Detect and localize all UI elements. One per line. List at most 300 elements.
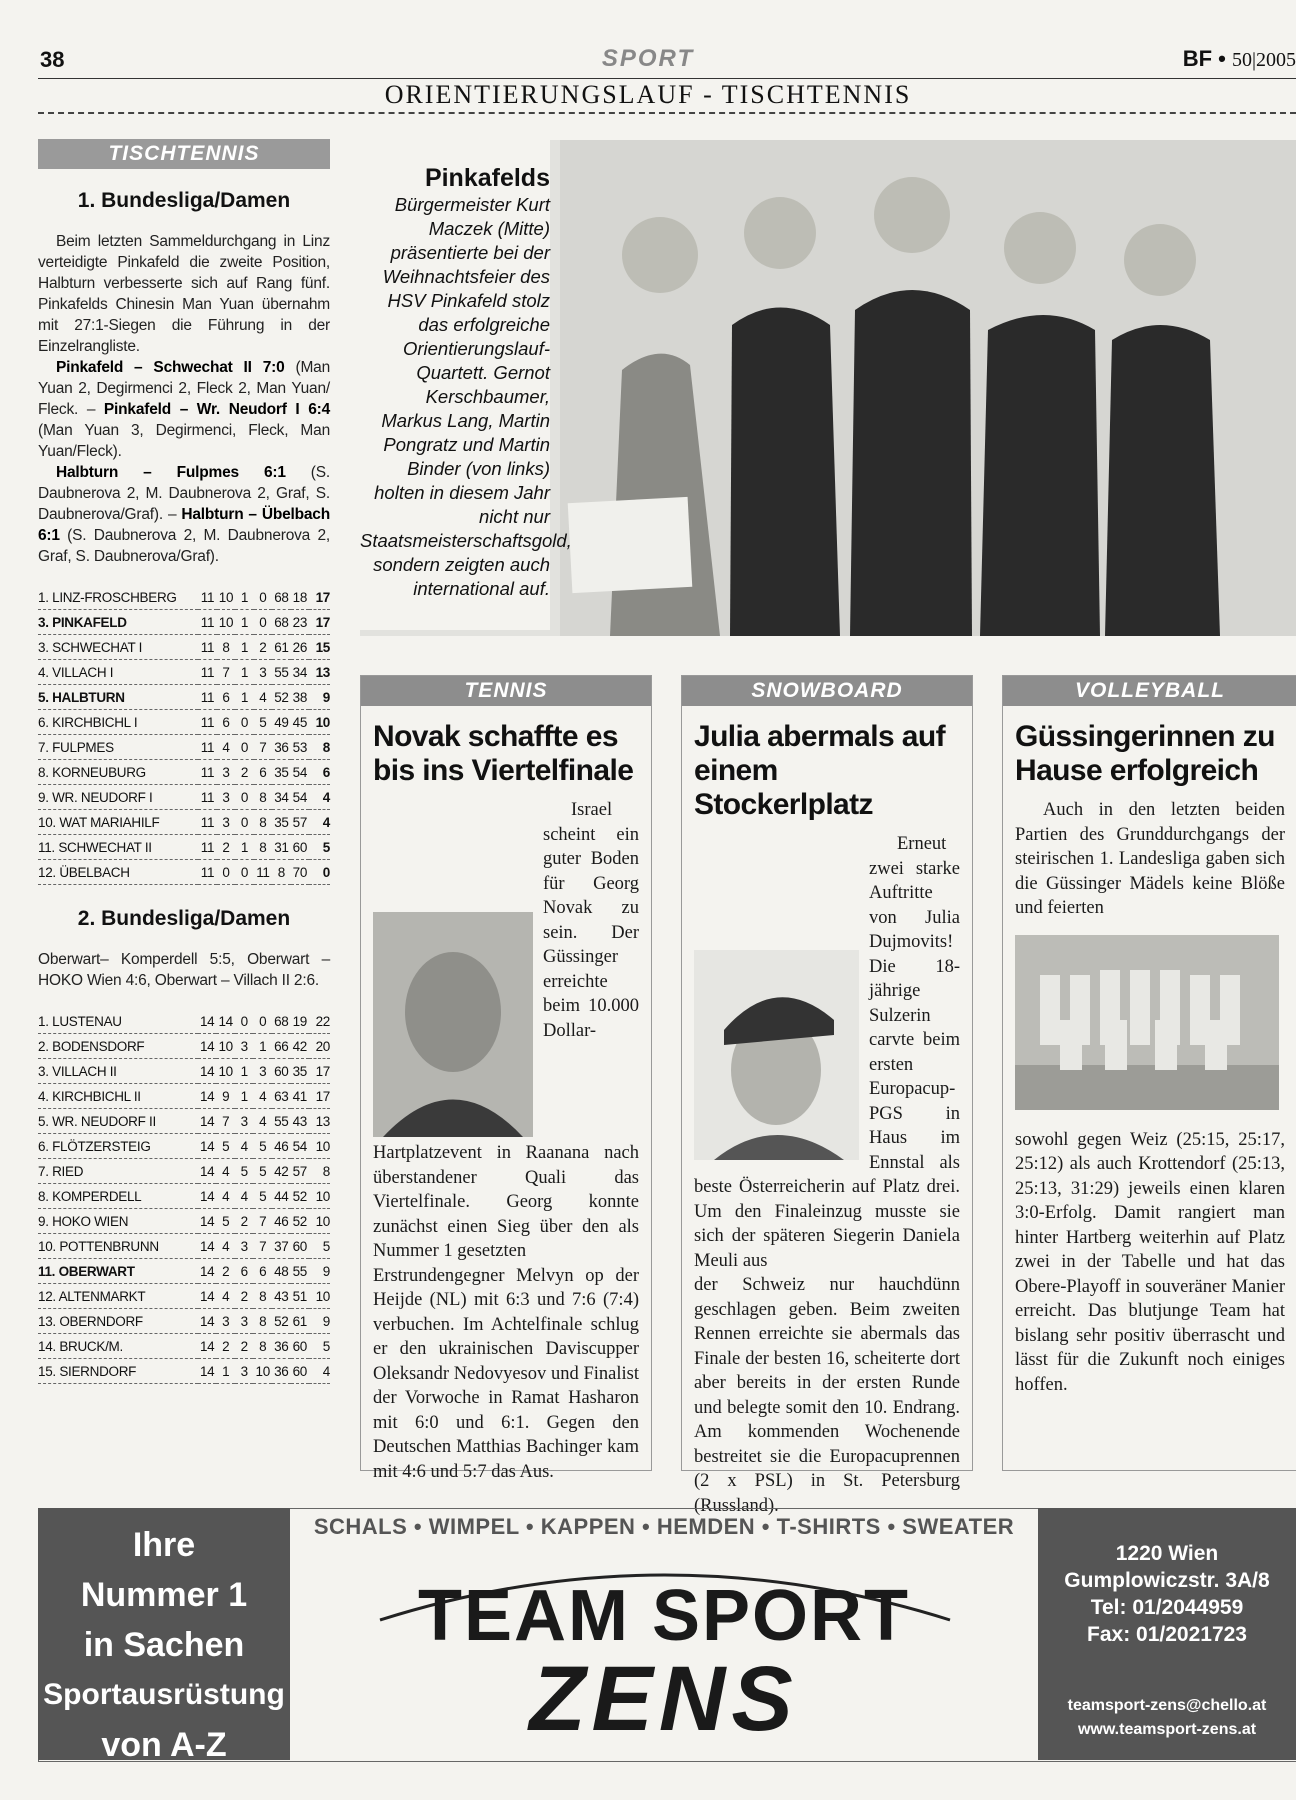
left-column: [38, 139, 330, 1384]
ad-logo: [290, 1545, 1038, 1755]
stat-cell: 7: [216, 1109, 235, 1134]
stat-cell: 2: [235, 1334, 254, 1359]
stat-cell: 26: [291, 635, 309, 660]
stat-cell: 34: [291, 660, 309, 685]
stat-cell: 3: [235, 1109, 254, 1134]
dashed-divider: [38, 112, 1296, 114]
julia-photo: [694, 950, 859, 1160]
stat-cell: 1: [216, 1359, 235, 1384]
stat-cell: 0: [235, 1009, 254, 1034]
league1-results-a: Pinkafeld – Schwechat II 7:0 (Man Yuan 2, Degirmenci 2, Fleck 2, Man Yuan/ Fleck. – Pinkafeld – Wr. Neudorf I 6:4 (Man Yuan 3, Degirmenci, Fleck, Man Yuan/Fleck).: [38, 359, 330, 460]
ad-slogan-line: Sportausrüstung: [43, 1678, 285, 1711]
table-row: [38, 635, 330, 660]
table-row: [38, 1009, 330, 1034]
table-row: [38, 785, 330, 810]
novak-photo-image: [373, 912, 533, 1137]
stat-cell: 2: [254, 635, 272, 660]
page-subtitle: ORIENTIERUNGSLAUF - TISCHTENNIS: [384, 80, 912, 109]
stat-cell: 2: [235, 1284, 254, 1309]
stat-cell: 46: [272, 1134, 291, 1159]
julia-photo-image: [694, 950, 859, 1160]
table-row: [38, 660, 330, 685]
stat-cell: 0: [235, 810, 253, 835]
stat-cell: 15: [309, 635, 330, 660]
stat-cell: 18: [291, 585, 309, 610]
stat-cell: 8: [217, 635, 235, 660]
stat-cell: 3: [217, 760, 235, 785]
table-row: [38, 1234, 330, 1259]
team-name-cell: 15. SIERNDORF: [38, 1359, 198, 1384]
body-tennis: [373, 798, 639, 1484]
ad-slogan-line: in Sachen: [83, 1626, 245, 1664]
stat-cell: 34: [272, 785, 290, 810]
ad-slogan: [38, 1508, 290, 1764]
stat-cell: 68: [272, 1009, 291, 1034]
category-snowboard: SNOWBOARD: [682, 676, 972, 706]
team-name-cell: 6. FLÖTZERSTEIG: [38, 1134, 198, 1159]
team-name-cell: 4. VILLACH I: [38, 660, 198, 685]
stat-cell: 19: [291, 1009, 310, 1034]
team-name-cell: 9. WR. NEUDORF I: [38, 785, 198, 810]
table-row: [38, 1134, 330, 1159]
stat-cell: 52: [291, 1184, 310, 1209]
stat-cell: 14: [198, 1309, 217, 1334]
table-row: [38, 1309, 330, 1334]
stat-cell: 55: [272, 660, 290, 685]
table-row: [38, 860, 330, 885]
stat-cell: 4: [217, 735, 235, 760]
stat-cell: 52: [272, 685, 290, 710]
stat-cell: 5: [253, 1159, 272, 1184]
stat-cell: 14: [216, 1009, 235, 1034]
stat-cell: 10: [309, 1209, 330, 1234]
stat-cell: 5: [216, 1134, 235, 1159]
stat-cell: 14: [198, 1209, 217, 1234]
article-snowboard: [681, 675, 973, 1516]
stat-cell: 14: [198, 1359, 217, 1384]
stat-cell: 1: [235, 635, 253, 660]
stat-cell: 48: [272, 1259, 291, 1284]
stat-cell: 35: [272, 760, 290, 785]
stat-cell: 11: [198, 585, 216, 610]
stat-cell: 70: [291, 860, 309, 885]
league2-standings-table: [38, 1009, 330, 1384]
stat-cell: 7: [253, 1209, 272, 1234]
body-snowboard-bottom: der Schweiz nur hauchdünn geschlagen geben. Beim zweiten Rennen erreichte sie abermals das Finale der besten 16, scheiterte dort aber bereits in der ersten Runde und belegte somit den 10. Endrang. Am kommenden Wochenende bestreitet sie die Europacuprennen (2 x PSL) in St. Petersburg (Russland).: [694, 1275, 960, 1516]
novak-photo: [373, 912, 533, 1137]
stat-cell: 20: [309, 1034, 330, 1059]
stat-cell: 1: [235, 610, 253, 635]
stat-cell: 14: [198, 1134, 217, 1159]
stat-cell: 37: [272, 1234, 291, 1259]
team-name-cell: 13. OBERNDORF: [38, 1309, 198, 1334]
stat-cell: 10: [253, 1359, 272, 1384]
stat-cell: 11: [198, 660, 216, 685]
ad-email: teamsport-zens@chello.at: [1067, 1697, 1267, 1714]
stat-cell: 0: [235, 735, 253, 760]
stat-cell: 36: [272, 1359, 291, 1384]
stat-cell: 1: [235, 660, 253, 685]
stat-cell: 4: [216, 1184, 235, 1209]
brand: BF: [1182, 46, 1213, 71]
stat-cell: 9: [309, 1259, 330, 1284]
stat-cell: 10: [216, 1059, 235, 1084]
stat-cell: 8: [272, 860, 290, 885]
stat-cell: 55: [272, 1109, 291, 1134]
volleyball-team-photo: [1015, 935, 1279, 1110]
stat-cell: 11: [198, 785, 216, 810]
stat-cell: 4: [235, 1134, 254, 1159]
stat-cell: 3: [254, 660, 272, 685]
league1-results-b: Halbturn – Fulpmes 6:1 (S. Daubnerova 2, M. Daubnerova 2, Graf, S. Daubnerova/Graf). – Halbturn – Übelbach 6:1 (S. Daubnerova 2, M. Daubnerova 2, Graf, S. Daubnerova/Graf).: [38, 464, 330, 565]
stat-cell: 46: [272, 1209, 291, 1234]
stat-cell: 0: [254, 610, 272, 635]
team-name-cell: 5. WR. NEUDORF II: [38, 1109, 198, 1134]
table-row: [38, 585, 330, 610]
ad-address-line: Gumplowiczstr. 3A/8: [1064, 1569, 1270, 1592]
table-row: [38, 1209, 330, 1234]
article-tennis: [360, 675, 652, 1482]
stat-cell: 13: [309, 660, 330, 685]
table-row: [38, 610, 330, 635]
caption-lead: Pinkafelds: [424, 164, 550, 192]
stat-cell: 52: [291, 1209, 310, 1234]
stat-cell: 53: [291, 735, 309, 760]
team-name-cell: 12. ÜBELBACH: [38, 860, 198, 885]
stat-cell: 17: [309, 1059, 330, 1084]
stat-cell: 3: [235, 1034, 254, 1059]
body-tennis-bottom: Erstrundengegner Melvyn op der Heijde (NL) mit 6:3 und 7:6 (7:4) verbuchen. Im Achtelfinale schlug er den ukrainischen Daviscupper Oleksandr Nedovyesov und Finalist der Vorwoche in Ramat Hasharon mit 6:0 und 6:1. Gegen den Deutschen Matthias Bachinger kam mit 4:6 und 5:7 das Aus.: [373, 1265, 639, 1482]
team-sport-logo: [290, 1545, 1038, 1755]
stat-cell: 11: [198, 735, 216, 760]
stat-cell: 6: [309, 760, 330, 785]
stat-cell: 17: [309, 1084, 330, 1109]
team-name-cell: 1. LINZ-FROSCHBERG: [38, 585, 198, 610]
stat-cell: 52: [272, 1309, 291, 1334]
stat-cell: 2: [217, 835, 235, 860]
body-tennis-top: Israel scheint ein guter Boden für Georg Novak zu sein. Der Güssinger erreichte beim 10.000 Dollar-Hartplatzevent in Raanana nach überstandener Quali das Viertelfinale. Georg konnte zunächst einen Sieg über den als Nummer 1 gesetzten: [373, 800, 639, 1261]
ad-contact: [1038, 1508, 1296, 1760]
stat-cell: 14: [198, 1284, 217, 1309]
stat-cell: 2: [216, 1334, 235, 1359]
issue-number: 50|2005: [1231, 49, 1296, 71]
stat-cell: 60: [291, 1334, 310, 1359]
stat-cell: 38: [291, 685, 309, 710]
stat-cell: 60: [291, 1234, 310, 1259]
stat-cell: 6: [217, 685, 235, 710]
caption-text: Bürgermeister Kurt Maczek (Mitte) präsentierte bei der Weihnachtsfeier des HSV Pinkafeld stolz das erfolgreiche Orientierungslauf-Quartett. Gernot Kerschbaumer, Markus Lang, Martin Pongratz und Martin Binder (von links) holten in diesem Jahr nicht nur Staatsmeisterschaftsgold, sondern zeigten auch international auf.: [360, 194, 572, 599]
stat-cell: 3: [235, 1359, 254, 1384]
stat-cell: 36: [272, 1334, 291, 1359]
table-row: [38, 1359, 330, 1384]
stat-cell: 10: [216, 1034, 235, 1059]
category-tischtennis: TISCHTENNIS: [38, 139, 330, 169]
stat-cell: 8: [253, 1284, 272, 1309]
stat-cell: 8: [309, 735, 330, 760]
team-name-cell: 3. VILLACH II: [38, 1059, 198, 1084]
stat-cell: 4: [235, 1184, 254, 1209]
category-tennis: TENNIS: [361, 676, 651, 706]
stat-cell: 11: [198, 860, 216, 885]
stat-cell: 68: [272, 610, 290, 635]
stat-cell: 14: [198, 1159, 217, 1184]
stat-cell: 14: [198, 1034, 217, 1059]
ad-slogan-line: von A-Z: [101, 1726, 227, 1764]
stat-cell: 42: [272, 1159, 291, 1184]
stat-cell: 1: [253, 1034, 272, 1059]
stat-cell: 1: [235, 1084, 254, 1109]
headline-volleyball: Güssingerinnen zu Hause erfolgreich: [1015, 720, 1275, 787]
stat-cell: 35: [291, 1059, 310, 1084]
team-name-cell: 6. KIRCHBICHL I: [38, 710, 198, 735]
stat-cell: 66: [272, 1034, 291, 1059]
league1-text: [38, 231, 330, 567]
body-volleyball-bottom: sowohl gegen Weiz (25:15, 25:17, 25:12) als auch Krottendorf (25:13, 25:13, 31:29) jeweils einen klaren 3:0-Erfolg. Damit rangiert man hinter Hartberg weiterhin auf Platz zwei in der Tabelle und hat das Obere-Playoff in souveräner Manier erreicht. Das blutjunge Team hat bislang sehr positiv überrascht und lässt für die Zukunft noch einiges hoffen.: [1015, 1129, 1285, 1395]
stat-cell: 11: [198, 610, 216, 635]
table-row: [38, 1159, 330, 1184]
team-name-cell: 10. WAT MARIAHILF: [38, 810, 198, 835]
logo-text-team-sport: TEAM SPORT: [417, 1576, 911, 1656]
stat-cell: 43: [272, 1284, 291, 1309]
team-name-cell: 11. SCHWECHAT II: [38, 835, 198, 860]
team-name-cell: 12. ALTENMARKT: [38, 1284, 198, 1309]
stat-cell: 0: [235, 710, 253, 735]
ad-slogan-line: Nummer 1: [80, 1576, 248, 1614]
table-row: [38, 1034, 330, 1059]
team-name-cell: 7. FULPMES: [38, 735, 198, 760]
stat-cell: 57: [291, 1159, 310, 1184]
body-snowboard-top: Erneut zwei starke Auftritte von Julia Dujmovits! Die 18-jährige Sulzerin carvte beim ersten Europacup-PGS in Haus im Ennstal als beste Österreicherin auf Platz drei. Um den Finaleinzug musste sie sich der späteren Siegerin Daniela Meuli aus: [694, 834, 960, 1271]
stat-cell: 0: [254, 585, 272, 610]
table-row: [38, 835, 330, 860]
stat-cell: 8: [253, 1334, 272, 1359]
stat-cell: 68: [272, 585, 290, 610]
league2-title: 2. Bundesliga/Damen: [77, 907, 291, 930]
stat-cell: 6: [217, 710, 235, 735]
stat-cell: 60: [272, 1059, 291, 1084]
stat-cell: 11: [198, 810, 216, 835]
ad-address-line: 1220 Wien: [1115, 1542, 1219, 1565]
stat-cell: 10: [309, 710, 330, 735]
stat-cell: 2: [216, 1259, 235, 1284]
table-row: [38, 710, 330, 735]
stat-cell: 6: [235, 1259, 254, 1284]
article-volleyball: [1002, 675, 1296, 1471]
table-row: [38, 1109, 330, 1134]
stat-cell: 4: [216, 1284, 235, 1309]
stat-cell: 2: [235, 760, 253, 785]
stat-cell: 14: [198, 1234, 217, 1259]
stat-cell: 5: [309, 1234, 330, 1259]
stat-cell: 10: [217, 585, 235, 610]
stat-cell: 22: [309, 1009, 330, 1034]
stat-cell: 0: [217, 860, 235, 885]
stat-cell: 61: [272, 635, 290, 660]
stat-cell: 8: [254, 835, 272, 860]
stat-cell: 3: [217, 785, 235, 810]
team-name-cell: 1. LUSTENAU: [38, 1009, 198, 1034]
stat-cell: 60: [291, 1359, 310, 1384]
stat-cell: 7: [253, 1234, 272, 1259]
stat-cell: 61: [291, 1309, 310, 1334]
team-name-cell: 10. POTTENBRUNN: [38, 1234, 198, 1259]
stat-cell: 45: [291, 710, 309, 735]
stat-cell: 6: [254, 760, 272, 785]
stat-cell: 17: [309, 585, 330, 610]
table-row: [38, 735, 330, 760]
stat-cell: 4: [309, 1359, 330, 1384]
stat-cell: 54: [291, 785, 309, 810]
team-name-cell: 3. PINKAFELD: [38, 610, 198, 635]
stat-cell: 49: [272, 710, 290, 735]
stat-cell: 2: [235, 1209, 254, 1234]
stat-cell: 8: [254, 785, 272, 810]
stat-cell: 4: [216, 1234, 235, 1259]
league1-intro: Beim letzten Sammeldurchgang in Linz verteidigte Pinkafeld die zweite Position, Halbturn verbesserte sich auf Rang fünf. Pinkafelds Chinesin Man Yuan übernahm mit 27:1-Siegen die Führung in der Einzelrangliste.: [38, 233, 330, 355]
stat-cell: 57: [291, 810, 309, 835]
stat-cell: 4: [309, 785, 330, 810]
stat-cell: 4: [253, 1109, 272, 1134]
team-name-cell: 8. KOMPERDELL: [38, 1184, 198, 1209]
stat-cell: 8: [253, 1309, 272, 1334]
stat-cell: 13: [309, 1109, 330, 1134]
stat-cell: 11: [198, 835, 216, 860]
body-snowboard: [694, 832, 960, 1518]
stat-cell: 1: [235, 1059, 254, 1084]
category-volleyball: VOLLEYBALL: [1003, 676, 1296, 706]
body-volleyball-top: Auch in den letzten beiden Partien des Grunddurchgangs der steirischen 1. Landesliga gaben sich die Güssinger Mädels keine Blöße und feierten: [1015, 800, 1285, 918]
team-name-cell: 7. RIED: [38, 1159, 198, 1184]
team-name-cell: 14. BRUCK/M.: [38, 1334, 198, 1359]
body-volleyball: [1015, 798, 1285, 1397]
stat-cell: 0: [309, 860, 330, 885]
stat-cell: 8: [254, 810, 272, 835]
stat-cell: 0: [235, 860, 253, 885]
table-row: [38, 1084, 330, 1109]
stat-cell: 6: [253, 1259, 272, 1284]
table-row: [38, 1284, 330, 1309]
section-label: SPORT: [601, 45, 695, 72]
photo-caption: [360, 140, 572, 630]
ad-website: www.teamsport-zens.at: [1077, 1721, 1257, 1738]
stat-cell: 36: [272, 735, 290, 760]
stat-cell: 5: [253, 1134, 272, 1159]
stat-cell: 14: [198, 1009, 217, 1034]
ad-product-list: SCHALS • WIMPEL • KAPPEN • HEMDEN • T-SHIRTS • SWEATER: [313, 1514, 1015, 1539]
stat-cell: 0: [253, 1009, 272, 1034]
stat-cell: 7: [217, 660, 235, 685]
page-number: 38: [40, 47, 65, 72]
stat-cell: 1: [235, 835, 253, 860]
stat-cell: 9: [309, 1309, 330, 1334]
team-name-cell: 11. OBERWART: [38, 1259, 198, 1284]
team-name-cell: 3. SCHWECHAT I: [38, 635, 198, 660]
table-row: [38, 810, 330, 835]
table-row: [38, 1259, 330, 1284]
ad-slogan-line: Ihre: [132, 1526, 196, 1564]
stat-cell: 5: [235, 1159, 254, 1184]
stat-cell: 5: [254, 710, 272, 735]
stat-cell: 1: [235, 685, 253, 710]
stat-cell: 10: [309, 1184, 330, 1209]
stat-cell: 4: [216, 1159, 235, 1184]
volleyball-team-photo-image: [1015, 935, 1279, 1110]
stat-cell: 10: [309, 1134, 330, 1159]
ad-phone: Tel: 01/2044959: [1090, 1596, 1244, 1619]
stat-cell: 4: [253, 1084, 272, 1109]
stat-cell: 14: [198, 1334, 217, 1359]
stat-cell: 11: [198, 685, 216, 710]
headline-snowboard: Julia abermals auf einem Stockerlplatz: [694, 720, 945, 821]
stat-cell: 3: [235, 1234, 254, 1259]
team-name-cell: 9. HOKO WIEN: [38, 1209, 198, 1234]
stat-cell: 55: [291, 1259, 310, 1284]
stat-cell: 11: [198, 635, 216, 660]
stat-cell: 3: [216, 1309, 235, 1334]
league1-title: 1. Bundesliga/Damen: [77, 189, 291, 212]
stat-cell: 35: [272, 810, 290, 835]
stat-cell: 0: [235, 785, 253, 810]
stat-cell: 42: [291, 1034, 310, 1059]
stat-cell: 17: [309, 610, 330, 635]
stat-cell: 54: [291, 1134, 310, 1159]
stat-cell: 14: [198, 1059, 217, 1084]
stat-cell: 44: [272, 1184, 291, 1209]
stat-cell: 11: [254, 860, 272, 885]
stat-cell: 3: [253, 1059, 272, 1084]
stat-cell: 11: [198, 760, 216, 785]
league2-intro: Oberwart– Komperdell 5:5, Oberwart – HOKO Wien 4:6, Oberwart – Villach II 2:6.: [38, 951, 330, 989]
table-row: [38, 685, 330, 710]
stat-cell: 5: [216, 1209, 235, 1234]
header-rule: [38, 78, 1296, 79]
stat-cell: 43: [291, 1109, 310, 1134]
stat-cell: 1: [235, 585, 253, 610]
stat-cell: 11: [198, 710, 216, 735]
logo-text-zens: ZENS: [529, 1648, 799, 1750]
table-row: [38, 1334, 330, 1359]
stat-cell: 14: [198, 1084, 217, 1109]
table-row: [38, 1059, 330, 1084]
stat-cell: 54: [291, 760, 309, 785]
stat-cell: 51: [291, 1284, 310, 1309]
stat-cell: 5: [253, 1184, 272, 1209]
issue-label: BF • 50|2005: [1182, 46, 1296, 71]
stat-cell: 14: [198, 1259, 217, 1284]
stat-cell: 9: [216, 1084, 235, 1109]
stat-cell: 5: [309, 1334, 330, 1359]
stat-cell: 14: [198, 1109, 217, 1134]
team-name-cell: 2. BODENSDORF: [38, 1034, 198, 1059]
stat-cell: 4: [254, 685, 272, 710]
stat-cell: 7: [254, 735, 272, 760]
stat-cell: 3: [235, 1309, 254, 1334]
stat-cell: 60: [291, 835, 309, 860]
league1-standings-table: [38, 585, 330, 885]
ad-fax: Fax: 01/2021723: [1087, 1623, 1247, 1646]
stat-cell: 23: [291, 610, 309, 635]
stat-cell: 10: [309, 1284, 330, 1309]
stat-cell: 4: [309, 810, 330, 835]
team-name-cell: 5. HALBTURN: [38, 685, 198, 710]
team-name-cell: 4. KIRCHBICHL II: [38, 1084, 198, 1109]
stat-cell: 8: [309, 1159, 330, 1184]
stat-cell: 3: [217, 810, 235, 835]
table-row: [38, 1184, 330, 1209]
stat-cell: 10: [217, 610, 235, 635]
headline-tennis: Novak schaffte es bis ins Viertelfinale: [373, 720, 634, 787]
team-name-cell: 8. KORNEUBURG: [38, 760, 198, 785]
